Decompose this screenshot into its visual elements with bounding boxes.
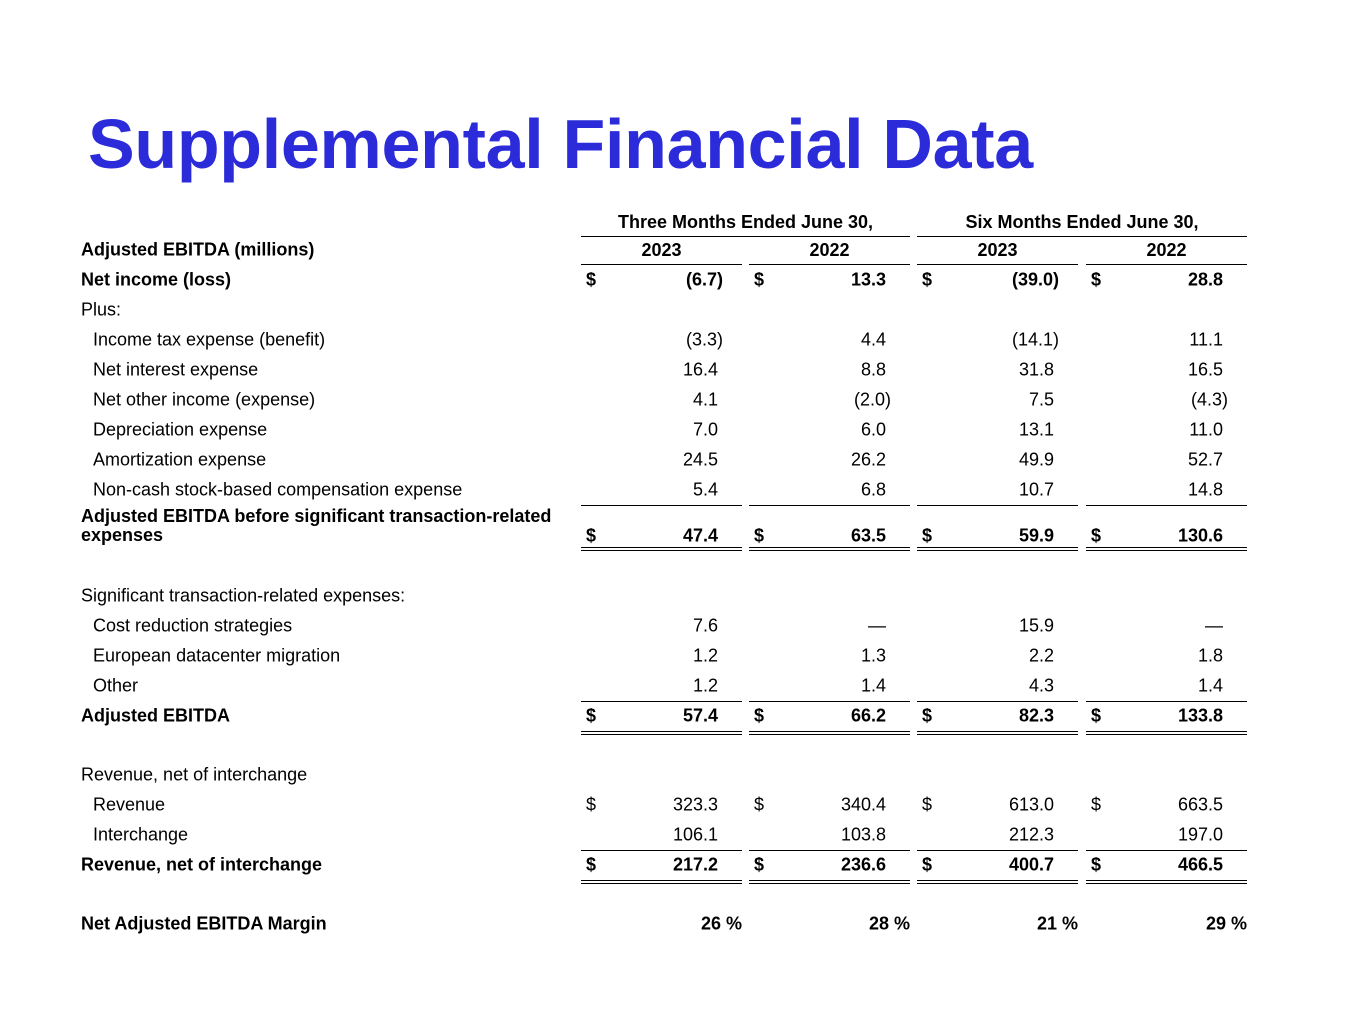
value-cell: 4.3: [1028, 675, 1054, 696]
header-three-months: Three Months Ended June 30,: [581, 208, 910, 237]
value-cell: 130.6: [1177, 525, 1223, 546]
value-cell: 57.4: [682, 705, 718, 726]
value-cell: 11.0: [1189, 419, 1223, 440]
value-cell: 197.0: [1177, 824, 1223, 845]
row-label: Depreciation expense: [93, 419, 268, 440]
value-cell: 1.4: [860, 675, 886, 696]
table-row-revenue: [0, 790, 1365, 820]
value-cell: 7.0: [692, 419, 718, 440]
value-cell: 4.1: [692, 389, 718, 410]
row-label: Net other income (expense): [93, 389, 316, 410]
row-label-two-line: [81, 507, 551, 545]
value-cell: 59.9: [1018, 525, 1054, 546]
currency-symbol: $: [1091, 525, 1102, 546]
currency-symbol: $: [586, 705, 597, 726]
value-cell: 236.6: [840, 854, 886, 875]
value-cell: 7.6: [692, 615, 718, 636]
row-label: Income tax expense (benefit): [93, 329, 326, 350]
value-cell: (14.1): [1011, 329, 1059, 350]
value-cell: 52.7: [1187, 449, 1223, 470]
row-label: Non-cash stock-based compensation expense: [93, 479, 463, 500]
currency-symbol: $: [586, 525, 597, 546]
value-cell: 103.8: [840, 824, 886, 845]
value-cell: (3.3): [685, 329, 723, 350]
value-cell: 29 %: [1205, 913, 1247, 934]
value-cell: 28 %: [868, 913, 910, 934]
value-cell: 400.7: [1008, 854, 1054, 875]
row-label-line1: Adjusted EBITDA before significant transaction-related: [81, 506, 552, 526]
value-cell: 2.2: [1028, 645, 1054, 666]
currency-symbol: $: [754, 705, 765, 726]
value-cell: —: [1205, 615, 1223, 636]
row-label: Significant transaction-related expenses:: [81, 585, 406, 606]
currency-symbol: $: [586, 794, 597, 815]
table-row-revenue-net: [0, 850, 1365, 880]
row-label: Other: [93, 675, 139, 696]
value-cell: 26 %: [700, 913, 742, 934]
currency-symbol: $: [586, 854, 597, 875]
table-row-plus: [0, 295, 1365, 325]
value-cell: 6.0: [860, 419, 886, 440]
value-cell: 663.5: [1177, 794, 1223, 815]
row-label: Revenue, net of interchange: [81, 764, 308, 785]
currency-symbol: $: [754, 854, 765, 875]
value-cell: 466.5: [1177, 854, 1223, 875]
table-row-depreciation: [0, 415, 1365, 445]
table-row-rev-header: [0, 760, 1365, 790]
currency-symbol: $: [922, 269, 933, 290]
table-row-adjusted-ebitda: [0, 701, 1365, 731]
value-cell: (6.7): [685, 269, 723, 290]
currency-symbol: $: [1091, 269, 1102, 290]
table-row-amortization: [0, 445, 1365, 475]
value-cell: 613.0: [1008, 794, 1054, 815]
row-label: Amortization expense: [93, 449, 267, 470]
year-header-h-2023: 2023: [917, 236, 1078, 265]
table-row-ebitda-before: [0, 507, 1365, 547]
section-label: Adjusted EBITDA (millions): [81, 239, 315, 260]
year-header-q-2023: 2023: [581, 236, 742, 265]
value-cell: 323.3: [672, 794, 718, 815]
table-row-cost-reduction: [0, 611, 1365, 641]
value-cell: 340.4: [840, 794, 886, 815]
row-label: Interchange: [93, 824, 189, 845]
value-cell: (2.0): [853, 389, 891, 410]
row-label: Net income (loss): [81, 269, 232, 290]
currency-symbol: $: [754, 794, 765, 815]
value-cell: 8.8: [860, 359, 886, 380]
row-label: Revenue, net of interchange: [81, 854, 323, 875]
value-cell: 16.4: [682, 359, 718, 380]
value-cell: (39.0): [1011, 269, 1059, 290]
currency-symbol: $: [922, 854, 933, 875]
currency-symbol: $: [922, 794, 933, 815]
value-cell: 11.1: [1189, 329, 1223, 350]
header-six-months: Six Months Ended June 30,: [917, 208, 1247, 237]
value-cell: —: [868, 615, 886, 636]
currency-symbol: $: [922, 525, 933, 546]
value-cell: 28.8: [1187, 269, 1223, 290]
row-label: Cost reduction strategies: [93, 615, 293, 636]
value-cell: 5.4: [692, 479, 718, 500]
value-cell: 21 %: [1036, 913, 1078, 934]
value-cell: 16.5: [1187, 359, 1223, 380]
value-cell: 1.4: [1197, 675, 1223, 696]
row-label: Net interest expense: [93, 359, 259, 380]
table-row-net-interest: [0, 355, 1365, 385]
value-cell: 31.8: [1018, 359, 1054, 380]
value-cell: 82.3: [1018, 705, 1054, 726]
value-cell: 106.1: [672, 824, 718, 845]
row-label: Adjusted EBITDA: [81, 705, 231, 726]
row-label: Net Adjusted EBITDA Margin: [81, 913, 327, 934]
value-cell: 14.8: [1187, 479, 1223, 500]
table-row-european: [0, 641, 1365, 671]
value-cell: 1.8: [1197, 645, 1223, 666]
table-row-interchange: [0, 820, 1365, 850]
year-header-q-2022: 2022: [749, 236, 910, 265]
table-row-income-tax: [0, 325, 1365, 355]
row-label-line2: expenses: [81, 525, 164, 545]
currency-symbol: $: [586, 269, 597, 290]
row-label: Revenue: [93, 794, 166, 815]
value-cell: 26.2: [850, 449, 886, 470]
row-label: European datacenter migration: [93, 645, 341, 666]
value-cell: 6.8: [860, 479, 886, 500]
table-row-margin: [0, 909, 1365, 939]
value-cell: 217.2: [672, 854, 718, 875]
currency-symbol: $: [1091, 854, 1102, 875]
row-label: Plus:: [81, 299, 122, 320]
currency-symbol: $: [754, 269, 765, 290]
value-cell: (4.3): [1190, 389, 1228, 410]
value-cell: 7.5: [1028, 389, 1054, 410]
value-cell: 47.4: [682, 525, 718, 546]
page-title: Supplemental Financial Data: [88, 105, 1033, 183]
value-cell: 1.2: [692, 645, 718, 666]
value-cell: 13.3: [850, 269, 886, 290]
table-row-net-other: [0, 385, 1365, 415]
value-cell: 15.9: [1018, 615, 1054, 636]
value-cell: 10.7: [1018, 479, 1054, 500]
value-cell: 212.3: [1008, 824, 1054, 845]
value-cell: 13.1: [1018, 419, 1054, 440]
currency-symbol: $: [754, 525, 765, 546]
value-cell: 133.8: [1177, 705, 1223, 726]
value-cell: 66.2: [850, 705, 886, 726]
currency-symbol: $: [922, 705, 933, 726]
value-cell: 1.2: [692, 675, 718, 696]
table-row-sig-header: [0, 581, 1365, 611]
table-row-stock-comp: [0, 475, 1365, 505]
year-header-h-2022: 2022: [1086, 236, 1247, 265]
table-row-net-income: [0, 265, 1365, 295]
table-row-other: [0, 671, 1365, 701]
value-cell: 24.5: [682, 449, 718, 470]
currency-symbol: $: [1091, 705, 1102, 726]
value-cell: 1.3: [860, 645, 886, 666]
value-cell: 63.5: [850, 525, 886, 546]
value-cell: 4.4: [860, 329, 886, 350]
currency-symbol: $: [1091, 794, 1102, 815]
value-cell: 49.9: [1018, 449, 1054, 470]
